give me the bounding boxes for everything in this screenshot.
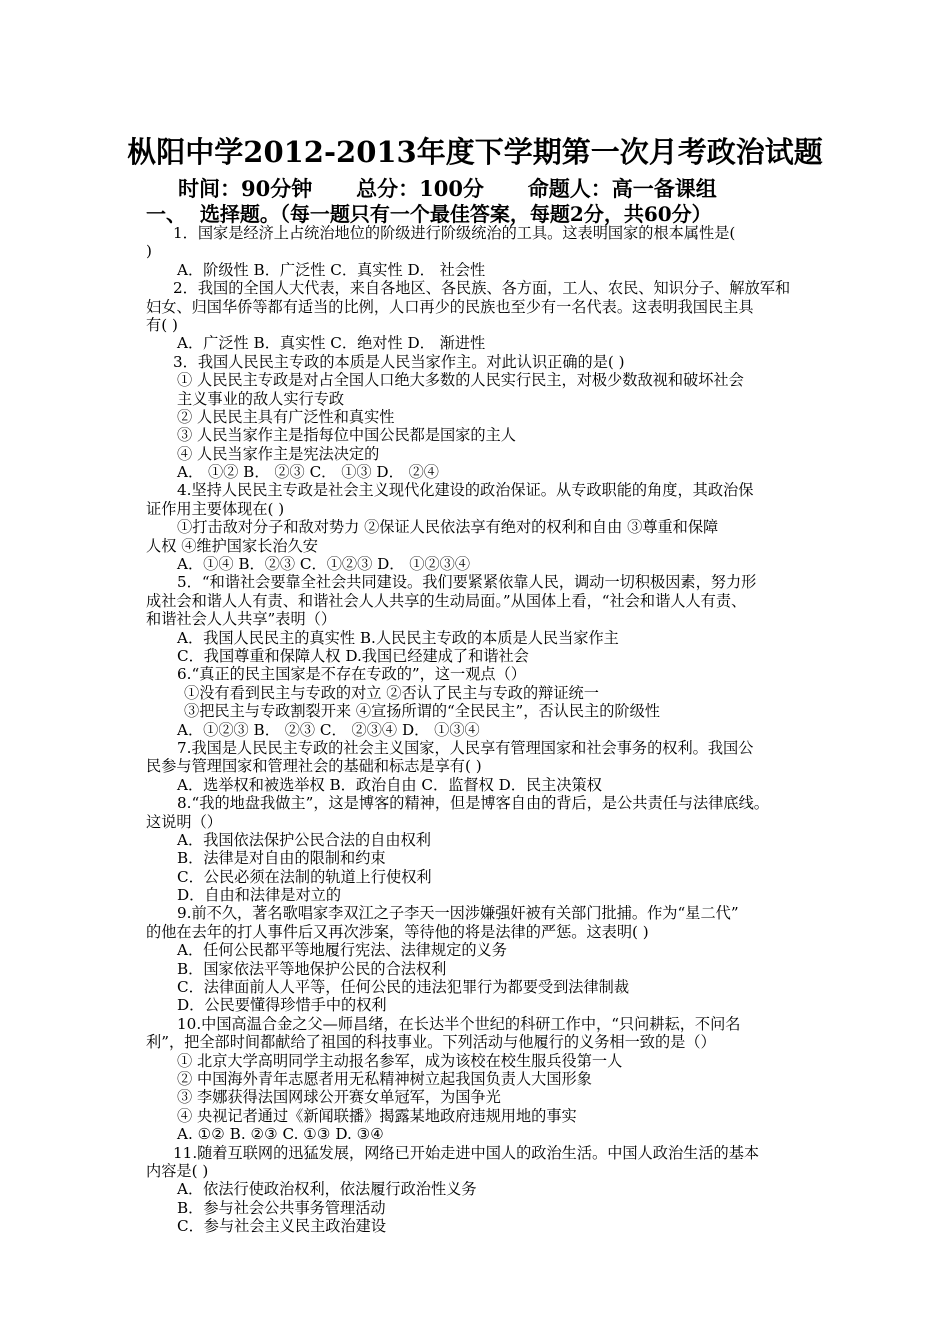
text-line: 7.我国是人民民主专政的社会主义国家，人民享有管理国家和社会事务的权利。我国公 (177, 738, 754, 757)
text-line: D．自由和法律是对立的 (177, 886, 342, 905)
text-line: ③ 李娜获得法国网球公开赛女单冠军，为国争光 (177, 1088, 501, 1107)
text-line: A．任何公民都平等地履行宪法、法律规定的义务 (177, 941, 507, 960)
text-line: A．阶级性 B．广泛性 C．真实性 D． 社会性 (177, 260, 486, 279)
text-line: 9.前不久，著名歌唱家李双江之子李天一因涉嫌强奸被有关部门批捕。作为“星二代” (177, 904, 739, 923)
text-line: B．参与社会公共事务管理活动 (177, 1198, 386, 1217)
text-line: 证作用主要体现在( ) (146, 499, 285, 518)
text-line: ③把民主与专政割裂开来 ④宣扬所谓的“全民民主”，否认民主的阶级性 (184, 702, 660, 721)
question-body (146, 224, 810, 1235)
text-line: C．公民必须在法制的轨道上行使权利 (177, 867, 432, 886)
text-line: A．我国依法保护公民合法的自由权利 (177, 830, 431, 849)
text-line: 人权 ④维护国家长治久安 (146, 536, 318, 555)
text-line: A． ①② B． ②③ C． ①③ D． ②④ (177, 463, 439, 482)
text-line: ② 人民民主具有广泛性和真实性 (177, 407, 395, 426)
text-line: 这说明（） (146, 812, 222, 831)
text-line: A．我国人民民主的真实性 B.人民民主专政的本质是人民当家作主 (177, 628, 619, 647)
text-line: ④ 人民当家作主是宪法决定的 (177, 444, 380, 463)
text-line: 3．我国人民民主专政的本质是人民当家作主。对此认识正确的是( ) (173, 352, 625, 371)
text-line: 主义事业的敌人实行专政 (177, 389, 345, 408)
text-line: 和谐社会人人共享”表明（） (146, 610, 337, 629)
text-line: 成社会和谐人人有责、和谐社会人人共享的生动局面。”从国体上看，“社会和谐人人有责、 (146, 591, 747, 610)
text-line: C．我国尊重和保障人权 D.我国已经建成了和谐社会 (177, 646, 529, 665)
text-line: ③ 人民当家作主是指每位中国公民都是国家的主人 (177, 426, 516, 445)
text-line: B．法律是对自由的限制和约束 (177, 849, 386, 868)
text-line: ① 北京大学高明同学主动报名参军，成为该校在校生服兵役第一人 (177, 1051, 623, 1070)
text-line: 妇女、归国华侨等都有适当的比例，人口再少的民族也至少有一名代表。这表明我国民主具 (146, 297, 754, 316)
text-line: 10.中国高温合金之父—师昌绪，在长达半个世纪的科研工作中，“只问耕耘，不问名 (177, 1014, 741, 1033)
text-line: C．法律面前人人平等，任何公民的违法犯罪行为都要受到法律制裁 (177, 978, 630, 997)
text-line: A．①④ B．②③ C．①②③ D． ①②③④ (177, 555, 471, 574)
section-heading: 一、 选择题。（每一题只有一个最佳答案，每题2分，共60分） (146, 202, 712, 226)
text-line: A．广泛性 B．真实性 C．绝对性 D． 渐进性 (177, 334, 486, 353)
text-line: 11.随着互联网的迅猛发展，网络已开始走进中国人的政治生活。中国人政治生活的基本 (173, 1143, 760, 1162)
text-line: 5．“和谐社会要靠全社会共同建设。我们要紧紧依靠人民，调动一切积极因素，努力形 (177, 573, 757, 592)
text-line: ) (146, 242, 152, 261)
text-line: 2．我国的全国人大代表，来自各地区、各民族、各方面，工人、农民、知识分子、解放军和 (173, 279, 791, 298)
text-line: 6.“真正的民主国家是不存在专政的”，这一观点（） (177, 665, 526, 684)
text-line: D．公民要懂得珍惜手中的权利 (177, 996, 387, 1015)
text-line: ① 人民民主专政是对占全国人口绝大多数的人民实行民主，对极少数敌视和破坏社会 (177, 371, 744, 390)
text-line: A．①②③ B． ②③ C． ②③④ D． ①③④ (177, 720, 480, 739)
text-line: A．选举权和被选举权 B．政治自由 C．监督权 D．民主决策权 (177, 775, 602, 794)
page-title: 枞阳中学2012-2013年度下学期第一次月考政治试题 (127, 135, 823, 169)
text-line: ①没有看到民主与专政的对立 ②否认了民主与专政的辩证统一 (184, 683, 599, 702)
text-line: 8.“我的地盘我做主”，这是博客的精神，但是博客自由的背后，是公共责任与法律底线。 (177, 794, 769, 813)
text-line: ①打击敌对分子和敌对势力 ②保证人民依法享有绝对的权利和自由 ③尊重和保障 (177, 518, 719, 537)
text-line: ② 中国海外青年志愿者用无私精神树立起我国负责人大国形象 (177, 1069, 592, 1088)
text-line: C．参与社会主义民主政治建设 (177, 1217, 387, 1236)
text-line: 1．国家是经济上占统治地位的阶级进行阶级统治的工具。这表明国家的根本属性是( (173, 224, 736, 242)
text-line: B．国家依法平等地保护公民的合法权利 (177, 959, 447, 978)
text-line: 利”，把全部时间都献给了祖国的科技事业。下列活动与他履行的义务相一致的是（） (146, 1033, 716, 1052)
text-line: 4.坚持人民民主专政是社会主义现代化建设的政治保证。从专政职能的角度，其政治保 (177, 481, 754, 500)
text-line: 有( ) (146, 315, 178, 334)
text-line: 的他在去年的打人事件后又再次涉案，等待他的将是法律的严惩。这表明( ) (146, 922, 649, 941)
text-line: ④ 央视记者通过《新闻联播》揭露某地政府违规用地的事实 (177, 1106, 577, 1125)
text-line: 内容是( ) (146, 1161, 209, 1180)
exam-info: 时间：90分钟 总分：100分 命题人：高一备课组 (178, 176, 717, 201)
text-line: A．依法行使政治权利，依法履行政治性义务 (177, 1180, 477, 1199)
text-line: 民参与管理国家和管理社会的基础和标志是享有( ) (146, 757, 482, 776)
text-line: A. ①② B. ②③ C. ①③ D. ③④ (177, 1125, 384, 1144)
